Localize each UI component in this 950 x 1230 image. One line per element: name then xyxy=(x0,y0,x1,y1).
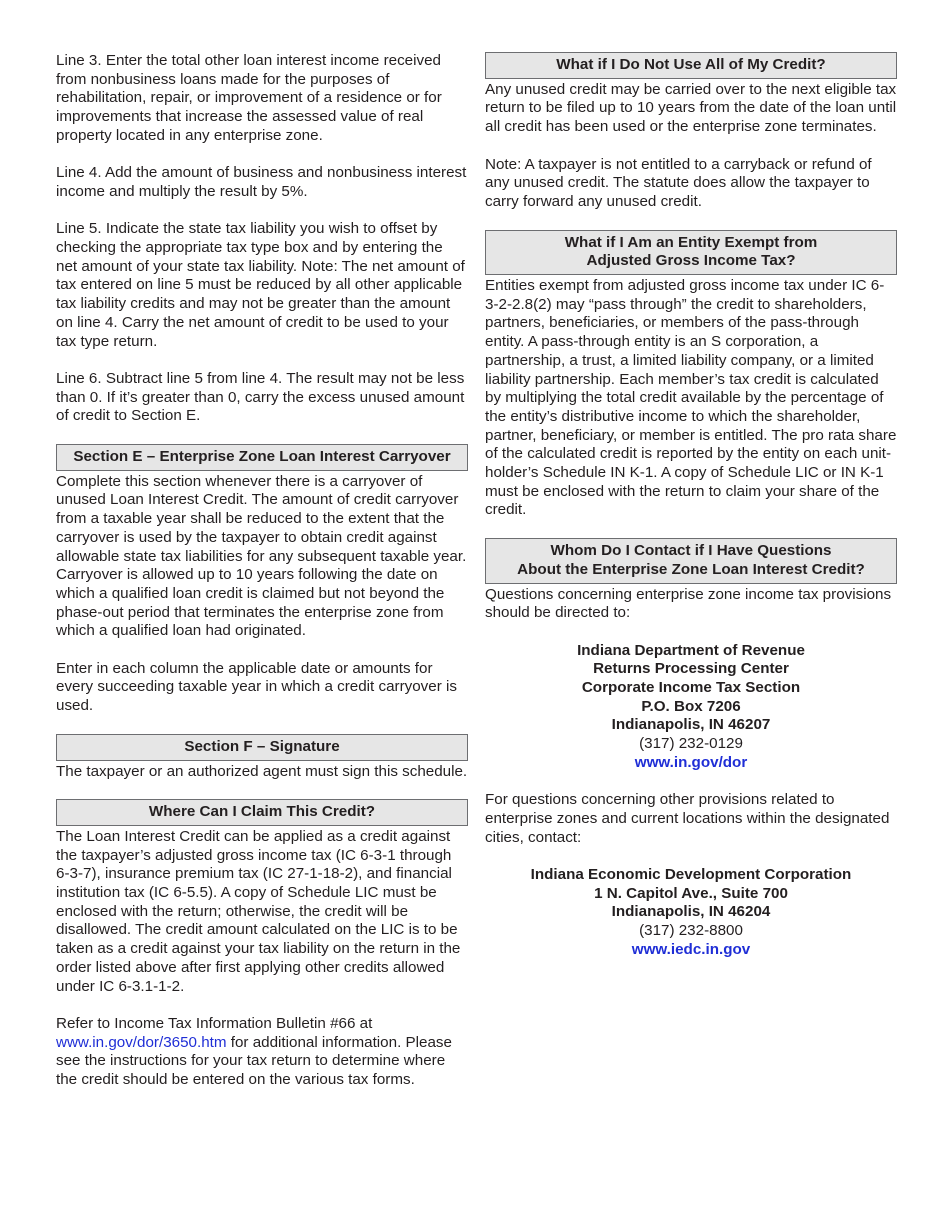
dor-po-box: P.O. Box 7206 xyxy=(641,697,741,715)
right-column xyxy=(485,52,897,960)
dor-section: Corporate Income Tax Section xyxy=(581,679,801,697)
iedc-name: Indiana Economic Development Corporation xyxy=(530,866,852,884)
iedc-address-block xyxy=(485,866,897,960)
exempt-heading-line2: Adjusted Gross Income Tax? xyxy=(586,252,796,270)
contact-heading-line2: About the Enterprise Zone Loan Interest Credit? xyxy=(517,560,865,578)
section-f-paragraph: The taxpayer or an authorized agent must sign this schedule. xyxy=(56,762,468,780)
dor-phone: (317) 232-0129 xyxy=(639,735,743,753)
exempt-entity-heading xyxy=(485,230,897,275)
section-e-paragraph-2: Enter in each column the applicable date or amounts for every succeeding taxable year in which a credit carryover is used. xyxy=(56,659,457,715)
dor-name: Indiana Department of Revenue xyxy=(577,641,805,659)
exempt-heading-line1: What if I Am an Entity Exempt from xyxy=(564,233,818,251)
section-f-heading: Section F – Signature xyxy=(56,734,468,761)
dor-center: Returns Processing Center xyxy=(593,660,789,678)
iedc-city: Indianapolis, IN 46204 xyxy=(611,903,771,921)
iedc-street: 1 N. Capitol Ave., Suite 700 xyxy=(594,884,788,902)
line5-instruction: Line 5. Indicate the state tax liability you wish to offset by checking the appropriate tax type box and by entering the net amount of your state tax liability. Note: The net amount of tax entered on line 5 must be reduced by all other applicable tax liability credits and may not be greater than the amount on line 4. Carry the net amount of credit to be used to your tax type return. xyxy=(56,220,465,350)
contact-paragraph: Questions concerning enterprise zone income tax provisions should be directed to: xyxy=(485,585,892,622)
iedc-phone: (317) 232-8800 xyxy=(639,922,743,940)
line4-instruction: Line 4. Add the amount of business and nonbusiness interest income and multiply the result by 5%. xyxy=(56,164,467,200)
section-e-paragraph: Complete this section whenever there is a carryover of unused Loan Interest Credit. The amount of credit carryover from a taxable year shall be reduced to the extent that the carryover is used by the taxpayer to obtain credit against allowable state tax liabilities for any subsequent taxable year. Carryover is allowed up to 10 years following the date on which a qualified loan credit is claimed but not beyond the phase-out period that terminates the enterprise zone from which a qualified loan had originated. xyxy=(56,472,467,640)
bulletin-link[interactable]: www.in.gov/dor/3650.htm xyxy=(56,1033,227,1051)
where-claim-heading: Where Can I Claim This Credit? xyxy=(56,799,468,826)
where-claim-paragraph: The Loan Interest Credit can be applied as a credit against the taxpayer’s adjusted gross income tax (IC 6-3-1 through 6-3-7), insurance premium tax (IC 27-1-18-2), and financial institution tax (IC 6-5.5). A copy of Schedule LIC must be enclosed with the return; otherwise, the credit will be disallowed. The credit amount calculated on the LIC is to be taken as a credit against your tax liability on the return in the order listed above after first applying other credits allowed under IC 6-3.1-1-2. xyxy=(56,827,461,995)
left-column xyxy=(56,52,468,1090)
unused-credit-heading: What if I Do Not Use All of My Credit? xyxy=(485,52,897,79)
line3-instruction: Line 3. Enter the total other loan interest income received from nonbusiness loans made for the purposes of rehabilitation, repair, or improvement of a residence or for improvements that increase the assessed value of real property located in any enterprise zone. xyxy=(56,52,442,144)
unused-credit-paragraph: Any unused credit may be carried over to the next eligible tax return to be filed up to 10 years from the date of the loan until all credit has been used or the enterprise zone terminates. xyxy=(485,80,897,136)
contact-heading xyxy=(485,538,897,583)
bulletin-text-before: Refer to Income Tax Information Bulletin #66 at xyxy=(56,1014,373,1032)
unused-credit-note: Note: A taxpayer is not entitled to a carryback or refund of any unused credit. The statute does allow the taxpayer to carry forward any unused credit. xyxy=(485,155,872,210)
bulletin-reference xyxy=(56,1015,468,1090)
section-e-heading: Section E – Enterprise Zone Loan Interest Carryover xyxy=(56,444,468,471)
exempt-entity-paragraph: Entities exempt from adjusted gross income tax under IC 6-3-2-2.8(2) may “pass through” the credit to shareholders, partners, beneficiaries, or members of the pass-through entity. A pass-through entity is an S corporation, a partnership, a trust, a limited liability company, or a limited liability partnership. Each member’s tax credit is calculated by multiplying the total credit available by the percentage of the entity’s distributive income to which the shareholder, partner, beneficiary, or member is entitled. The pro rata share of the calculated credit is reported by the entity on each unit-holder’s Schedule IN K-1. A copy of Schedule LIC or IN K-1 must be enclosed with the return to claim your share of the credit. xyxy=(485,277,897,519)
iedc-paragraph: For questions concerning other provisions related to enterprise zones and current locations within the designated cities, contact: xyxy=(485,791,890,846)
bulletin-text-after: for additional information. Please see the instructions for your tax return to determine where the credit should be entered on the various tax forms. xyxy=(56,1033,452,1089)
dor-website-link[interactable]: www.in.gov/dor xyxy=(634,753,748,771)
contact-heading-line1: Whom Do I Contact if I Have Questions xyxy=(550,542,832,560)
dor-address-block xyxy=(485,642,897,773)
line6-instruction: Line 6. Subtract line 5 from line 4. The result may not be less than 0. If it’s greater than 0, carry the excess unused amount of credit to Section E. xyxy=(56,369,465,425)
iedc-website-link[interactable]: www.iedc.in.gov xyxy=(631,940,751,958)
dor-city: Indianapolis, IN 46207 xyxy=(611,716,771,734)
